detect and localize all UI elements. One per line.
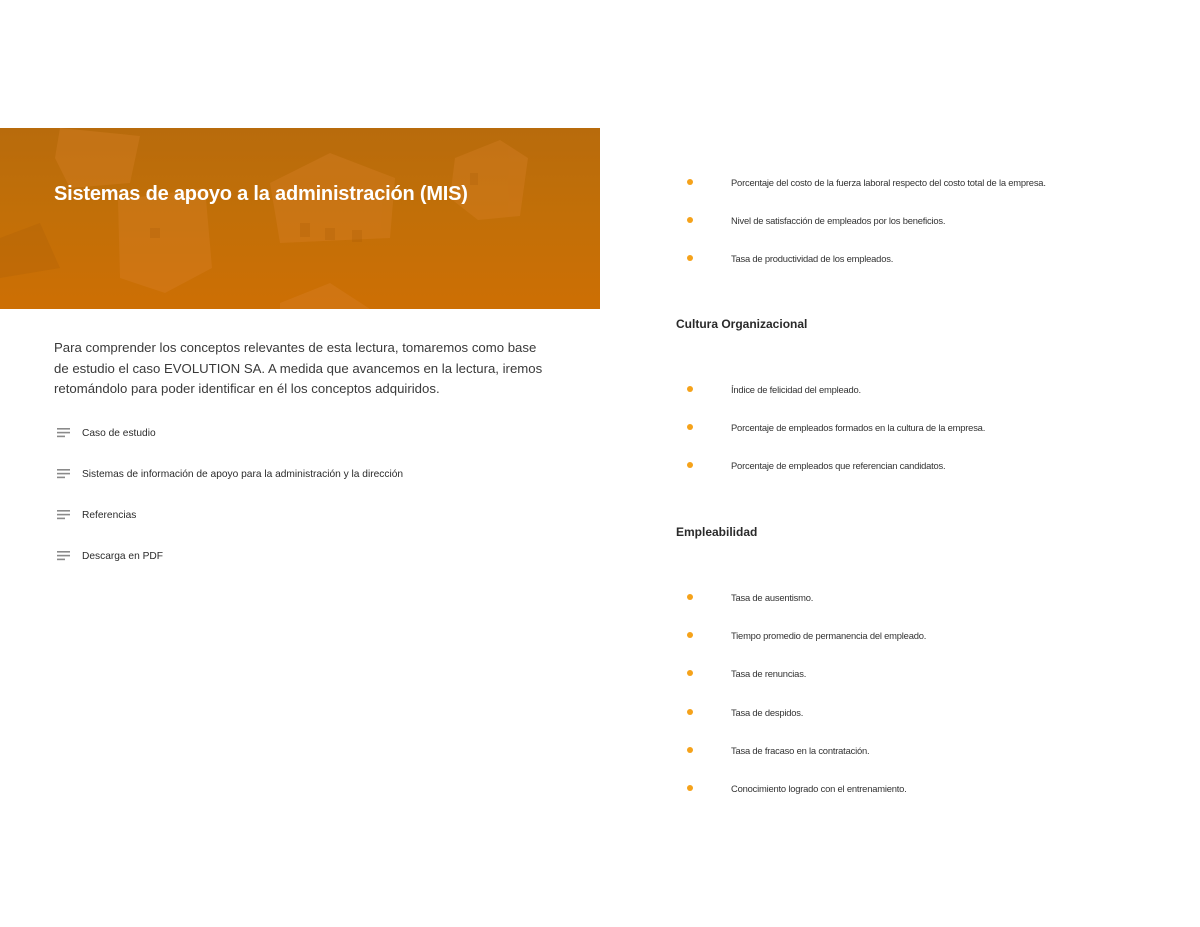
nav-item-referencias[interactable]: [57, 506, 136, 524]
nav-item-descarga-pdf[interactable]: [57, 547, 163, 565]
list-item-text: Tasa de despidos.: [731, 706, 804, 718]
text-lines-icon: [57, 469, 71, 479]
list-item-text: Porcentaje de empleados formados en la cultura de la empresa.: [731, 421, 986, 433]
bullet-dot-icon: [687, 709, 693, 715]
page-title: Sistemas de apoyo a la administración (MIS): [54, 183, 468, 205]
nav-item-label: Caso de estudio: [82, 427, 156, 439]
list-item-text: Índice de felicidad del empleado.: [731, 383, 861, 395]
list-item: [687, 705, 803, 719]
list-item-text: Porcentaje del costo de la fuerza laboral respecto del costo total de la empresa.: [731, 176, 1046, 188]
nav-item-label: Referencias: [82, 509, 137, 521]
list-item: [687, 213, 945, 227]
list-item: [687, 382, 861, 396]
text-lines-icon: [57, 510, 71, 520]
list-item: [687, 743, 869, 757]
nav-item-label: Descarga en PDF: [82, 550, 163, 562]
list-item: [687, 175, 1046, 189]
bullet-dot-icon: [687, 255, 693, 261]
bullet-dot-icon: [687, 424, 693, 430]
list-item: [687, 666, 806, 680]
nav-item-sistemas-de-informacion[interactable]: [57, 465, 403, 483]
section-heading-cultura: Cultura Organizacional: [676, 317, 808, 331]
text-lines-icon: [57, 551, 71, 561]
nav-item-caso-de-estudio[interactable]: [57, 424, 156, 442]
bullet-dot-icon: [687, 217, 693, 223]
section-heading-empleabilidad: Empleabilidad: [676, 525, 758, 539]
list-item: [687, 458, 945, 472]
bullet-dot-icon: [687, 386, 693, 392]
bullet-dot-icon: [687, 594, 693, 600]
list-item-text: Tasa de renuncias.: [731, 667, 807, 679]
list-item: [687, 251, 893, 265]
list-item-text: Nivel de satisfacción de empleados por los beneficios.: [731, 214, 946, 226]
list-item: [687, 781, 907, 795]
hero-background-image: [0, 128, 600, 309]
nav-item-label: Sistemas de información de apoyo para la administración y la dirección: [82, 468, 404, 480]
list-item: [687, 628, 926, 642]
list-item-text: Porcentaje de empleados que referencian candidatos.: [731, 459, 946, 471]
list-item-text: Tasa de productividad de los empleados.: [731, 252, 894, 264]
bullet-dot-icon: [687, 670, 693, 676]
bullet-dot-icon: [687, 462, 693, 468]
list-item: [687, 420, 985, 434]
hero-banner: [0, 128, 600, 309]
bullet-dot-icon: [687, 785, 693, 791]
text-lines-icon: [57, 428, 71, 438]
list-item-text: Tiempo promedio de permanencia del empleado.: [731, 629, 927, 641]
bullet-dot-icon: [687, 632, 693, 638]
list-item: [687, 590, 813, 604]
bullet-dot-icon: [687, 747, 693, 753]
intro-paragraph: Para comprender los conceptos relevantes de esta lectura, tomaremos como base de estudio el caso EVOLUTION SA. A medida que avancemos en la lectura, iremos retomándolo para poder identificar en él los conceptos adquiridos.: [54, 340, 543, 396]
list-item-text: Conocimiento logrado con el entrenamiento.: [731, 782, 907, 794]
bullet-dot-icon: [687, 179, 693, 185]
list-item-text: Tasa de fracaso en la contratación.: [731, 744, 870, 756]
list-item-text: Tasa de ausentismo.: [731, 591, 814, 603]
